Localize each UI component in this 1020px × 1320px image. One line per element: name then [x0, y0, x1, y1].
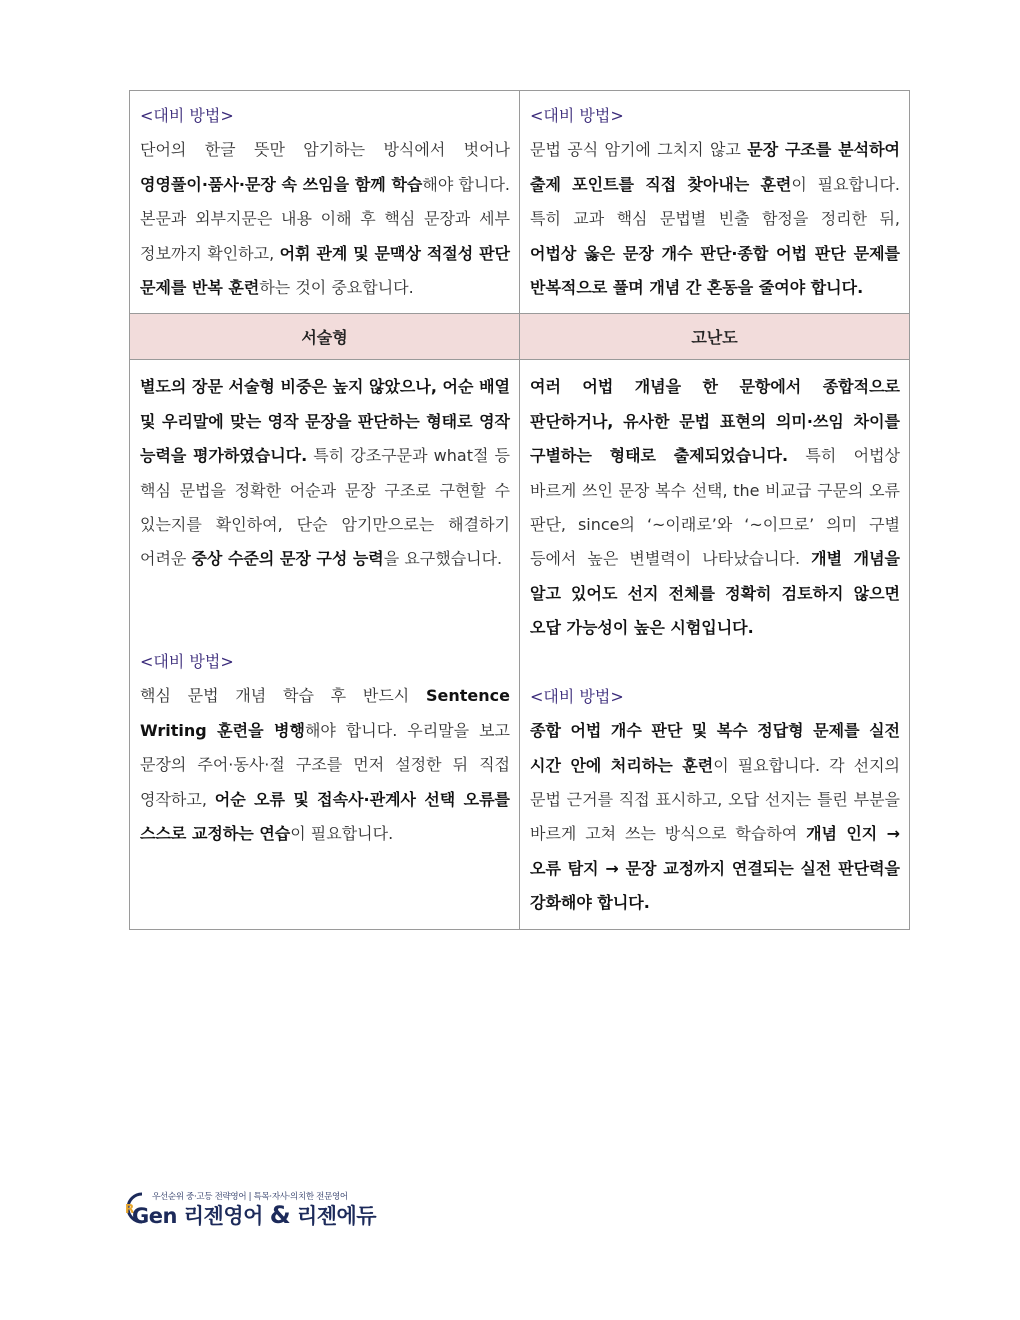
bold-run: 개념 인지 → 오류 탐지 → 문장 교정까지 연결되는 실전 판단력을 강화해야 합니다.	[530, 824, 900, 913]
prep-text	[140, 679, 510, 851]
logo-brand-a: Gen 리젠영어	[132, 1204, 263, 1228]
header-high-difficulty: 고난도	[520, 314, 910, 360]
text-run: 이 필요합니다.	[290, 823, 394, 843]
bold-run: Sentence Writing 훈련을 병행	[140, 686, 510, 740]
bold-run: 어법상 옳은 문장 개수 판단·종합 어법 판단 문제를 반복적으로 풀며 개념 간 혼동을 줄여야 합니다.	[530, 243, 900, 298]
top-right-cell	[520, 91, 910, 314]
prep-heading: <대비 방법>	[530, 106, 624, 125]
bold-run: 영영풀이·품사·문장 속 쓰임을 함께 학습	[140, 174, 423, 194]
text-run: 핵심 문법 개념 학습 후 반드시	[140, 686, 426, 706]
content-table	[129, 90, 910, 930]
bold-run: 문장 구조를 분석하여 출제 포인트를 직접 찾아내는 훈련	[530, 140, 901, 194]
prep-text	[530, 714, 900, 920]
text-run: 하는 것이 중요합니다.	[259, 278, 414, 298]
bold-run: 어순 오류 및 접속사·관계사 선택 오류를 스스로 교정하는 연습	[140, 789, 510, 843]
top-left-cell	[130, 91, 520, 314]
prep-heading: <대비 방법>	[140, 651, 234, 671]
prep-heading: <대비 방법>	[530, 686, 624, 706]
text-run: 해야 합니다. 우리말을 보고 문장의 주어·동사·절 구조를 먼저 설정한 뒤 직접 영작하고,	[140, 720, 510, 809]
text-run: 특히 강조구문과 what절 등 핵심 문법을 정확한 어순과 문장 구조로 구현할 수 있는지를 확인하여, 단순 암기만으로는 해결하기 어려운	[140, 446, 510, 569]
bottom-left-cell	[130, 360, 520, 929]
bold-run: 어휘 관계 및 문맥상 적절성 판단 문제를 반복 훈련	[140, 243, 511, 298]
logo-brand-b: 리젠에듀	[296, 1204, 377, 1228]
bold-run: 종합 어법 개수 판단 및 복수 정답형 문제를 실전 시간 안에 처리하는 훈련	[530, 721, 900, 775]
prep-heading: <대비 방법>	[140, 106, 234, 125]
brand-logo	[118, 1188, 377, 1230]
prep-text	[140, 133, 510, 305]
header-descriptive: 서술형	[130, 314, 520, 360]
logo-mark-letter: R	[125, 1202, 135, 1216]
bold-run: 여러 어법 개념을 한 문항에서 종합적으로 판단하거나, 유사한 문법 표현의 의미·쓰임 차이를 구별하는 형태로 출제되었습니다.	[530, 377, 900, 466]
bold-run: 별도의 장문 서술형 비중은 높지 않았으나, 어순 배열 및 우리말에 맞는 영작 문장을 판단하는 형태로 영작 능력을 평가하였습니다.	[140, 377, 510, 466]
text-run: 해야 합니다. 본문과 외부지문은 내용 이해 후 핵심 문장과 세부 정보까지 확인하고,	[140, 174, 511, 263]
logo-brand	[132, 1200, 376, 1230]
header-row	[130, 314, 910, 360]
text-run: 이 필요합니다. 각 선지의 문법 근거를 직접 표시하고, 오답 선지는 틀린 부분을 바르게 고쳐 쓰는 방식으로 학습하여	[530, 755, 900, 844]
text-run: 이 필요합니다. 특히 교과 핵심 문법별 빈출 함정을 정리한 뒤,	[530, 174, 900, 229]
logo-amp: &	[269, 1201, 291, 1229]
prep-text	[530, 133, 900, 305]
bold-run: 개별 개념을 알고 있어도 선지 전체를 정확히 검토하지 않으면 오답 가능성이 높은 시험입니다.	[530, 549, 900, 638]
text-run: 문법 공식 암기에 그치지 않고	[530, 140, 748, 160]
logo-tagline: 우선순위 중·고등 전략영어 | 특목·자사·의치한 전문영어	[152, 1192, 348, 1202]
analysis-text	[530, 370, 900, 645]
text-run: 을 요구했습니다.	[383, 549, 503, 569]
text-run: 특히 어법상 바르게 쓰인 문장 복수 선택, the 비교급 구문의 오류 판단, since의 ‘~이래로’와 ‘~이므로’ 의미 구별 등에서 높은 변별력이 나타났습니다.	[530, 446, 900, 569]
bottom-row	[130, 360, 910, 929]
analysis-text	[140, 370, 510, 576]
bold-run: 중상 수준의 문장 구성 능력	[191, 549, 384, 569]
bottom-right-cell	[520, 360, 910, 929]
text-run: 단어의 한글 뜻만 암기하는 방식에서 벗어나	[140, 140, 510, 160]
top-row	[130, 91, 910, 314]
